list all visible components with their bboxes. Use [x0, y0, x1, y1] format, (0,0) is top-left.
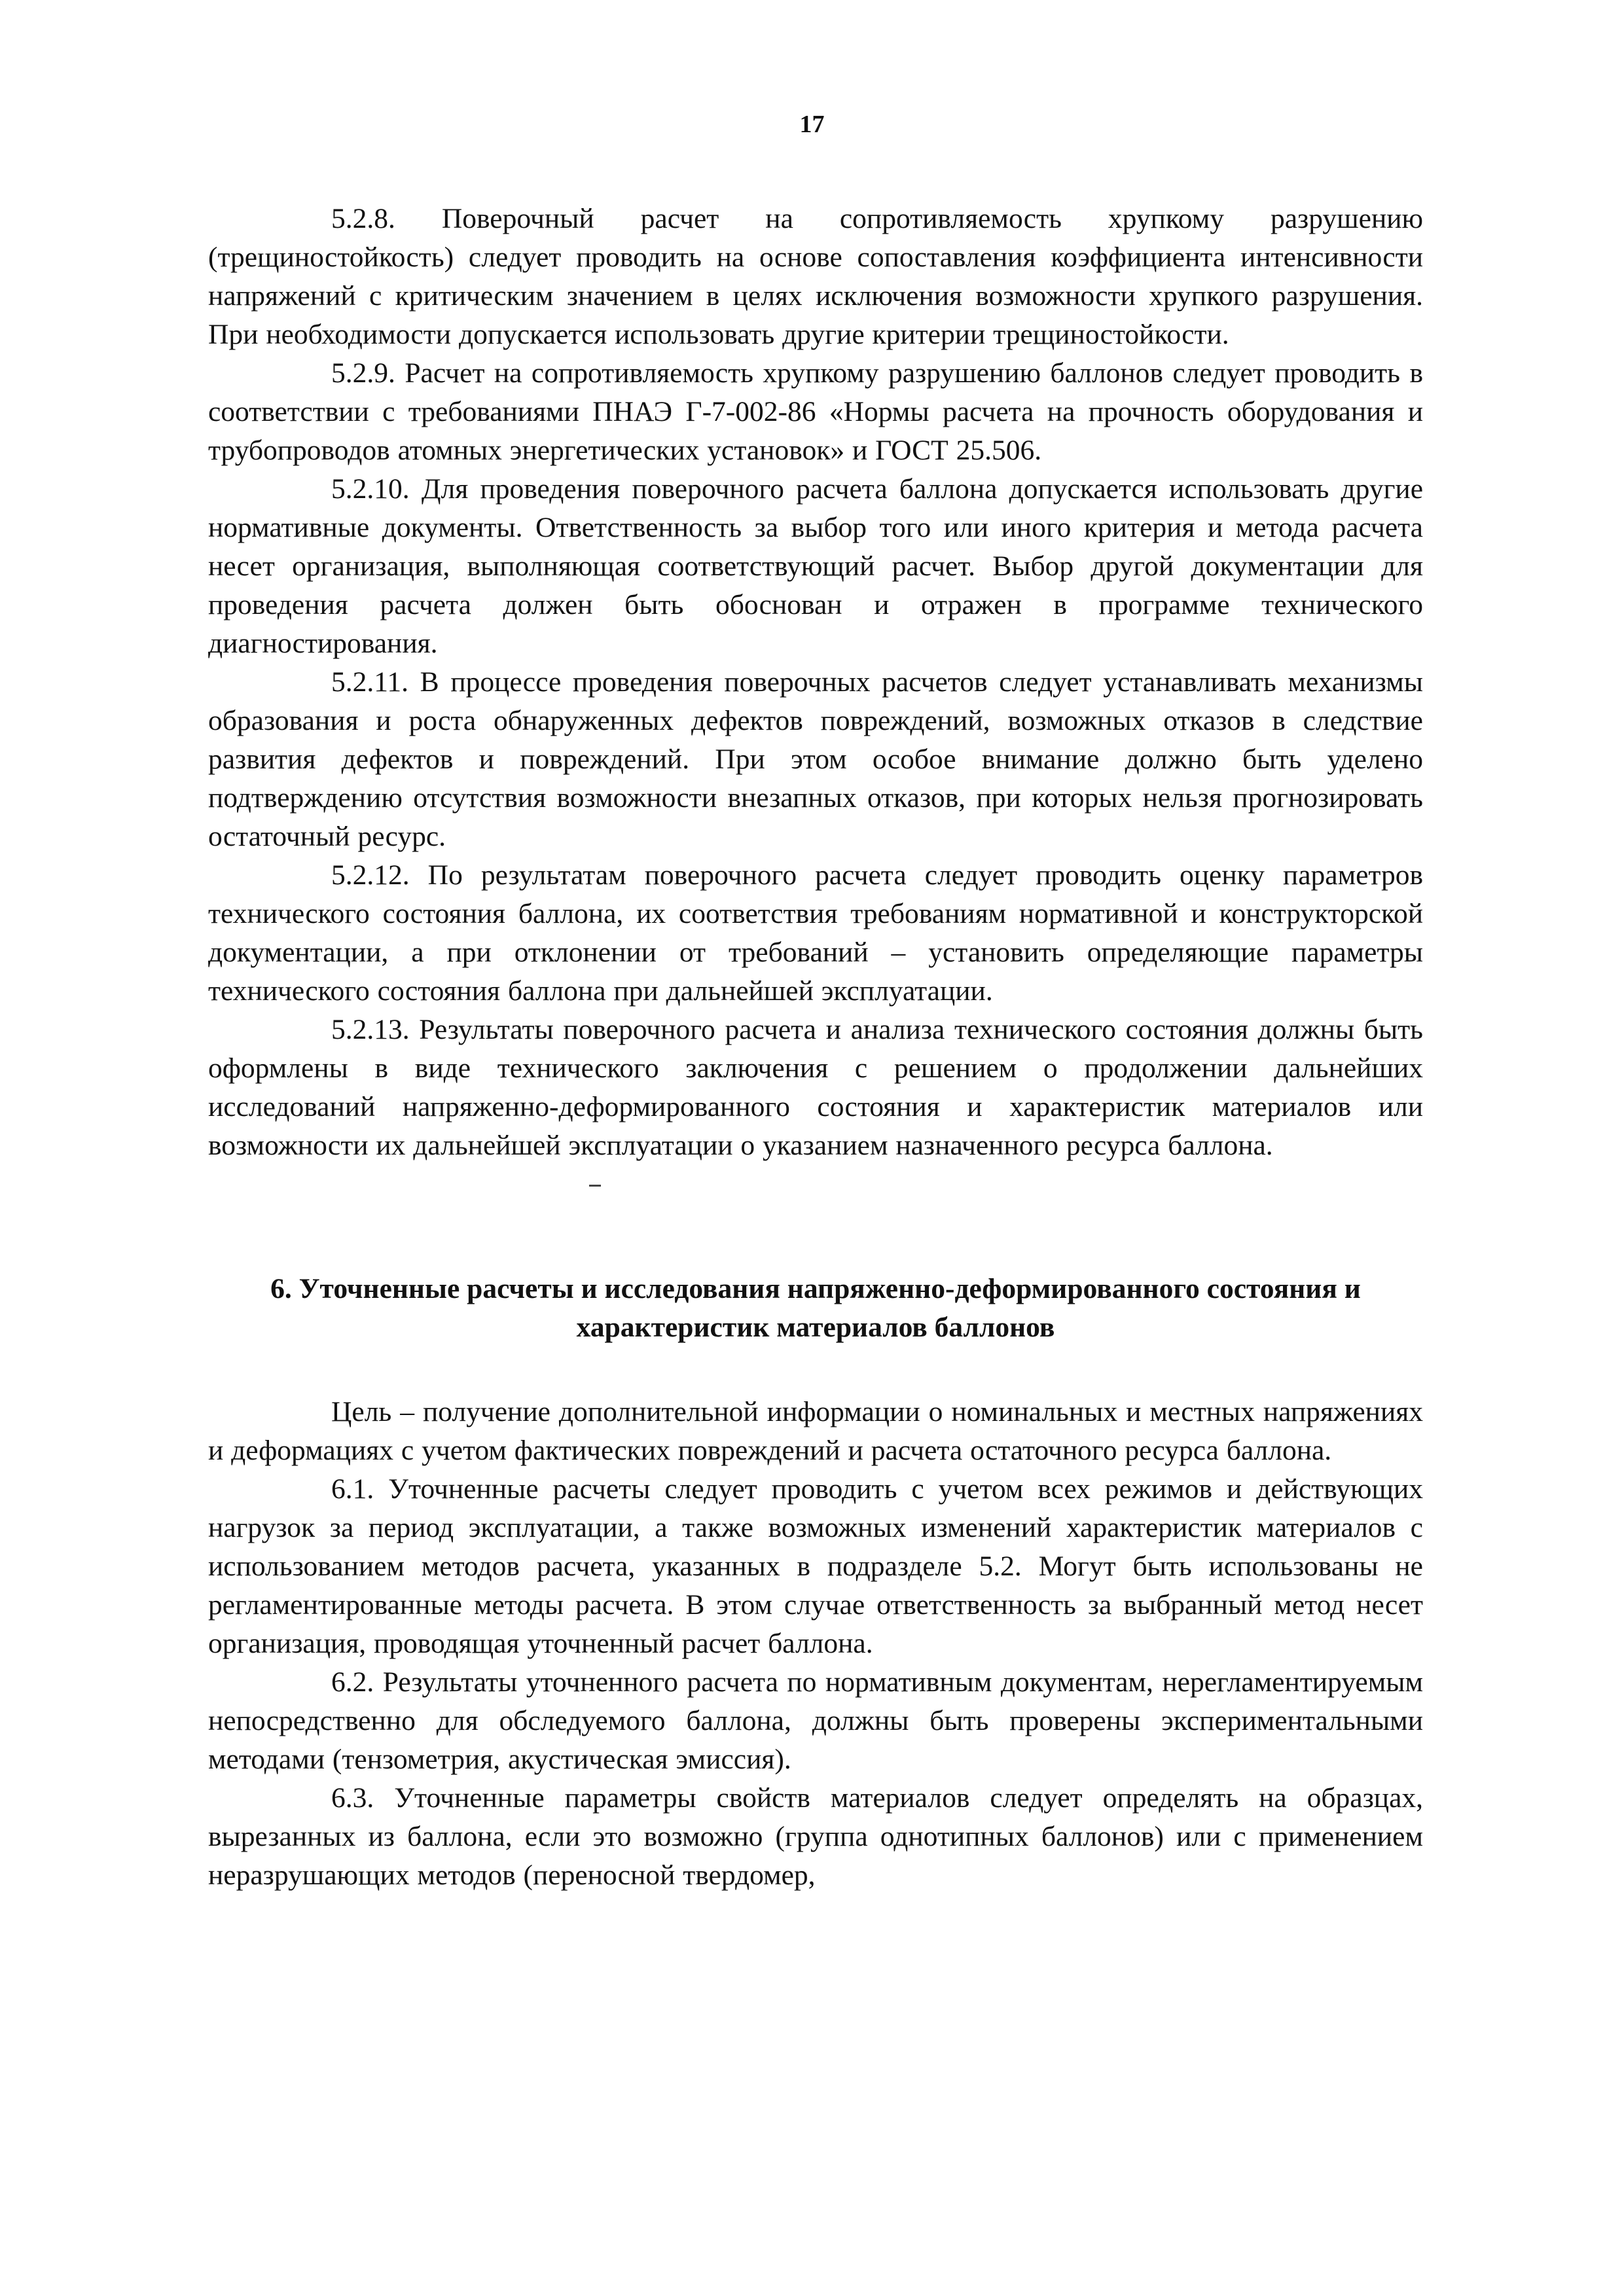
paragraph-6-goal: Цель – получение дополнительной информации о номинальных и местных напряжениях и деформациях с учетом фактических повреждений и расчета остаточного ресурса баллона.: [208, 1396, 1423, 1466]
page-content: [208, 200, 1423, 1895]
paragraph-6-3: 6.3. Уточненные параметры свойств материалов следует определять на образцах, вырезанных из баллона, если это возможно (группа однотипных баллонов) или с применением неразрушающих методов (переносной твердомер,: [208, 1782, 1423, 1891]
section-spacer: [208, 1165, 1423, 1202]
paragraph-5-2-8: 5.2.8. Поверочный расчет на сопротивляемость хрупкому разрушению (трещиностойкость) следует проводить на основе сопоставления коэффициента интенсивности напряжений с критическим значением в целях исключения возможности хрупкого разрушения. При необходимости допускается использовать другие критерии трещиностойкости.: [208, 203, 1423, 350]
paragraph-5-2-12: 5.2.12. По результатам поверочного расчета следует проводить оценку параметров технического состояния баллона, их соответствия требованиям нормативной и конструкторской документации, а при отклонении от требований – установить определяющие параметры технического состояния баллона при дальнейшей эксплуатации.: [208, 859, 1423, 1007]
paragraph-6-1: 6.1. Уточненные расчеты следует проводить с учетом всех режимов и действующих нагрузок за период эксплуатации, а также возможных изменений характеристик материалов с использованием методов расчета, указанных в подразделе 5.2. Могут быть использованы не регламентированные методы расчета. В этом случае ответственность за выбранный метод несет организация, проводящая уточненный расчет баллона.: [208, 1473, 1423, 1659]
paragraph-5-2-11: 5.2.11. В процессе проведения поверочных расчетов следует устанавливать механизмы образования и роста обнаруженных дефектов повреждений, возможных отказов в следствие развития дефектов и повреждений. При этом особое внимание должно быть уделено подтверждению отсутствия возможности внезапных отказов, при которых нельзя прогнозировать остаточный ресурс.: [208, 666, 1423, 852]
paragraph-6-2: 6.2. Результаты уточненного расчета по нормативным документам, нерегламентируемым непосредственно для обследуемого баллона, должны быть проверены экспериментальными методами (тензометрия, акустическая эмиссия).: [208, 1666, 1423, 1775]
section-spacer-2: [208, 1202, 1423, 1270]
paragraph-5-2-9: 5.2.9. Расчет на сопротивляемость хрупкому разрушению баллонов следует проводить в соответствии с требованиями ПНАЭ Г-7-002-86 «Нормы расчета на прочность оборудования и трубопроводов атомных энергетических установок» и ГОСТ 25.506.: [208, 357, 1423, 466]
paragraph-5-2-10: 5.2.10. Для проведения поверочного расчета баллона допускается использовать другие нормативные документы. Ответственность за выбор того или иного критерия и метода расчета несет организация, выполняющая соответствующий расчет. Выбор другой документации для проведения расчета должен быть обоснован и отражен в программе технического диагностирования.: [208, 473, 1423, 659]
page-number: 17: [799, 111, 825, 138]
scan-mark: [589, 1185, 601, 1187]
section-6-heading: 6. Уточненные расчеты и исследования напряженно-деформированного состояния и характеристик материалов баллонов: [270, 1273, 1361, 1343]
paragraph-5-2-13: 5.2.13. Результаты поверочного расчета и анализа технического состояния должны быть оформлены в виде технического заключения с решением о продолжении дальнейших исследований напряженно-деформированного состояния и характеристик материалов или возможности их дальнейшей эксплуатации о указанием назначенного ресурса баллона.: [208, 1014, 1423, 1161]
heading-spacer: [208, 1347, 1423, 1393]
